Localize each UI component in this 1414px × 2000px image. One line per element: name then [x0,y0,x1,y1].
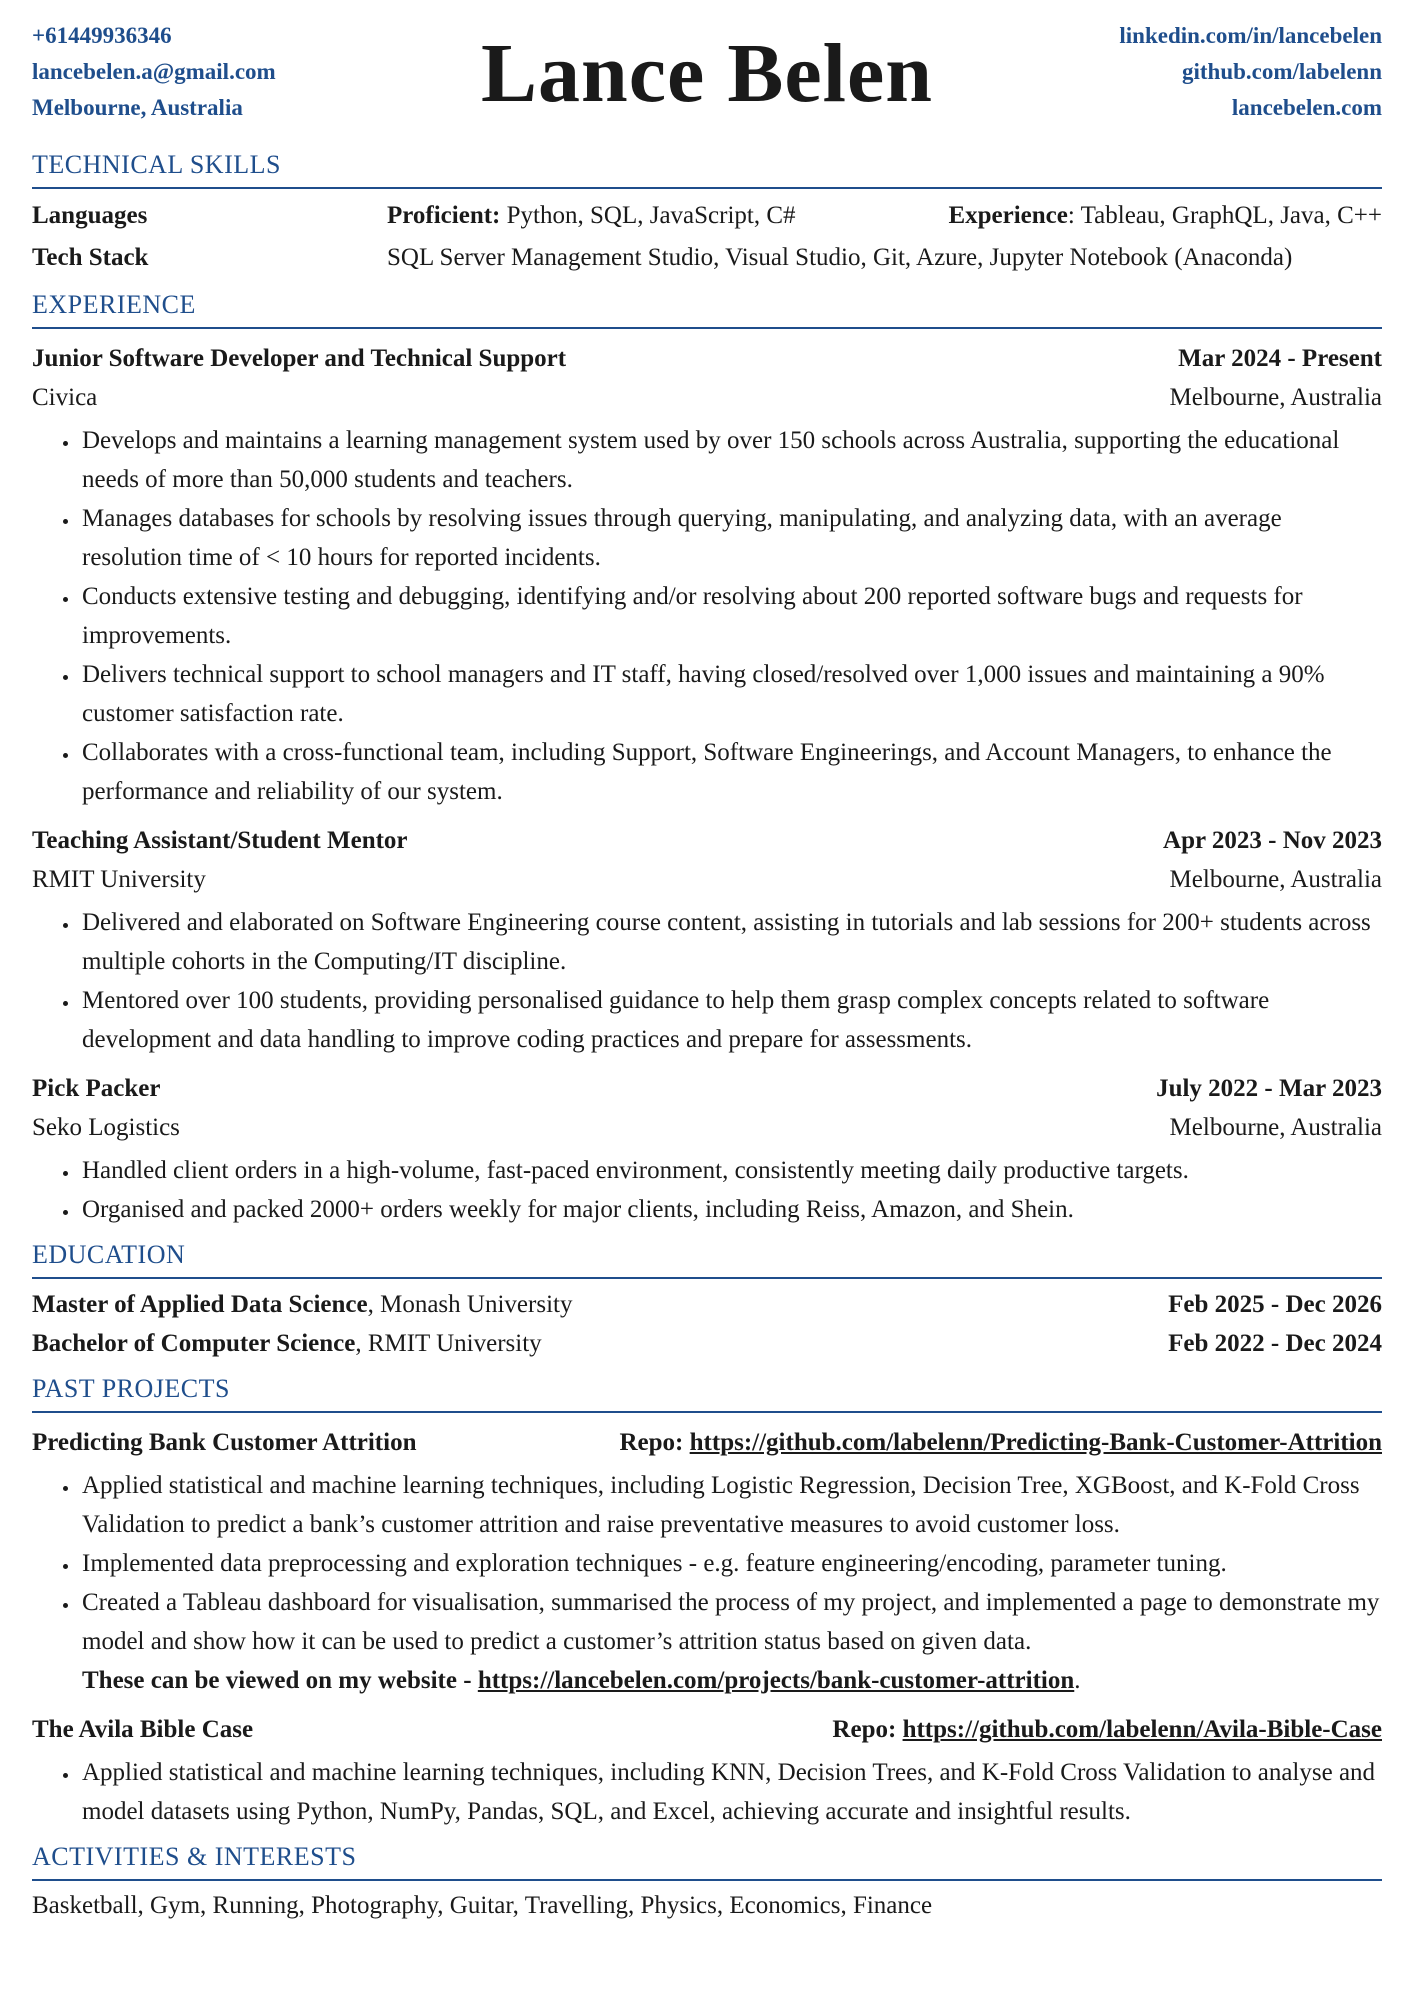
project-entry [32,1710,1382,1831]
job-bullets [32,903,1382,1059]
education-school: , RMIT University [355,1330,542,1357]
repo-link[interactable]: https://github.com/labelenn/Predicting-Bank-Customer-Attrition [689,1429,1382,1456]
education-item [32,1324,1382,1363]
job-bullets [32,1151,1382,1229]
bullet-item: • Applied statistical and machine learning techniques, including Logistic Regression, Decision Tree, XGBoost, and K-Fold Cross Validation to predict a bank’s customer attrition and raise preventative measures to avoid customer loss. [80,1466,1382,1544]
website-note: These can be viewed on my website - [82,1667,478,1694]
job-dates: Mar 2024 - Present [1178,345,1382,372]
job-role: Teaching Assistant/Student Mentor [32,827,408,854]
job-company: RMIT University [32,866,206,893]
skills-row-techstack [32,237,1382,279]
project-repo [832,1710,1382,1749]
interests-text: Basketball, Gym, Running, Photography, Guitar, Travelling, Physics, Economics, Finance [32,1892,933,1919]
proficient-label: Proficient: [387,202,501,229]
experience-group [948,195,1382,237]
education-degree: Master of Applied Data Science [32,1291,368,1318]
section-title-education: EDUCATION [32,1239,1382,1279]
job-subheader [32,1108,1382,1147]
section-title-skills: TECHNICAL SKILLS [32,149,1382,189]
education-degree-group [32,1324,542,1363]
contact-right [1119,18,1382,126]
section-title-projects: PAST PROJECTS [32,1373,1382,1413]
repo-label: Repo: [832,1716,903,1743]
skills-section [32,195,1382,279]
repo-link[interactable]: https://github.com/labelenn/Avila-Bible-Case [902,1716,1382,1743]
project-header [32,1423,1382,1462]
job-company: Seko Logistics [32,1114,180,1141]
resume-header [32,0,1382,135]
education-item [32,1285,1382,1324]
repo-label: Repo: [619,1429,690,1456]
bullet-item: • Conducts extensive testing and debugging, identifying and/or resolving about 200 reported software bugs and requests for improvements. [80,577,1382,655]
education-dates: Feb 2022 - Dec 2024 [1168,1330,1382,1357]
github-link[interactable]: github.com/labelenn [1181,59,1382,84]
job-header [32,1069,1382,1108]
skills-label-techstack: Tech Stack [32,244,149,271]
job-location: Melbourne, Australia [1169,1114,1382,1141]
location-text: Melbourne, Australia [32,95,243,120]
bullet-item: • Delivers technical support to school managers and IT staff, having closed/resolved over 1,000 issues and maintaining a 90% customer satisfaction rate. [80,655,1382,733]
section-title-interests: ACTIVITIES & INTERESTS [32,1841,1382,1881]
job-location: Melbourne, Australia [1169,384,1382,411]
job-location: Melbourne, Australia [1169,866,1382,893]
project-repo [620,1423,1383,1462]
job-header [32,339,1382,378]
bullet-item: • Mentored over 100 students, providing personalised guidance to help them grasp complex concepts related to software development and data handling to improve coding practices and prepare for assessments. [80,981,1382,1059]
job-header [32,821,1382,860]
bullet-item: • Manages databases for schools by resolving issues through querying, manipulating, and analyzing data, with an average resolution time of < 10 hours for reported incidents. [80,499,1382,577]
job-entry [32,1069,1382,1229]
bullet-item: • Delivered and elaborated on Software Engineering course content, assisting in tutorials and lab sessions for 200+ students across multiple cohorts in the Computing/IT discipline. [80,903,1382,981]
job-role: Pick Packer [32,1075,161,1102]
website-end: . [1074,1667,1081,1694]
job-dates: Apr 2023 - Nov 2023 [1163,827,1382,854]
job-bullets [32,421,1382,811]
job-entry [32,821,1382,1059]
job-entry [32,339,1382,811]
project-bullets [32,1753,1382,1831]
experience-label: Experience [948,202,1068,229]
project-header [32,1710,1382,1749]
job-subheader [32,378,1382,417]
section-title-experience: EXPERIENCE [32,289,1382,329]
email-link[interactable]: lancebelen.a@gmail.com [32,59,276,84]
education-school: , Monash University [367,1291,573,1318]
bullet-item [80,1583,1382,1700]
skills-label-languages: Languages [32,202,148,229]
job-subheader [32,860,1382,899]
phone-link[interactable]: +61449936346 [32,23,172,48]
proficient-group [387,195,796,237]
bullet-item: • Develops and maintains a learning management system used by over 150 schools across Australia, supporting the educational needs of more than 50,000 students and teachers. [80,421,1382,499]
project-name: The Avila Bible Case [32,1716,254,1743]
proficient-value: Python, SQL, JavaScript, C# [506,202,796,229]
website-project-link[interactable]: https://lancebelen.com/projects/bank-customer-attrition [477,1667,1075,1694]
bullet-item: • Implemented data preprocessing and exploration techniques - e.g. feature engineering/encoding, parameter tuning. [80,1544,1382,1583]
bullet-item: • Applied statistical and machine learning techniques, including KNN, Decision Trees, and K-Fold Cross Validation to analyse and model datasets using Python, NumPy, Pandas, SQL, and Excel, achieving accurate and insightful results. [80,1753,1382,1831]
project-bullets [32,1466,1382,1700]
education-dates: Feb 2025 - Dec 2026 [1168,1291,1382,1318]
techstack-value: SQL Server Management Studio, Visual Studio, Git, Azure, Jupyter Notebook (Anaconda) [387,244,1293,271]
skills-row-languages [32,195,1382,237]
skills-value-techstack [387,237,1382,279]
experience-value: : Tableau, GraphQL, Java, C++ [1067,202,1382,229]
bullet-item: • Handled client orders in a high-volume, fast-paced environment, consistently meeting daily productive targets. [80,1151,1382,1190]
skills-value-languages [387,195,1382,237]
education-section [32,1285,1382,1363]
education-degree: Bachelor of Computer Science [32,1330,356,1357]
website-link[interactable]: lancebelen.com [1231,95,1382,120]
project-entry [32,1423,1382,1700]
education-degree-group [32,1285,572,1324]
job-company: Civica [32,384,98,411]
linkedin-link[interactable]: linkedin.com/in/lancebelen [1119,23,1382,48]
job-role: Junior Software Developer and Technical Support [32,345,567,372]
candidate-name: Lance Belen [481,27,933,120]
bullet-text: Created a Tableau dashboard for visualisation, summarised the process of my project, and implemented a page to demonstrate my model and show how it can be used to predict a customer’s attrition status based on given data. [82,1589,1380,1655]
project-name: Predicting Bank Customer Attrition [32,1429,417,1456]
job-dates: July 2022 - Mar 2023 [1156,1075,1382,1102]
bullet-item: • Collaborates with a cross-functional team, including Support, Software Engineerings, and Account Managers, to enhance the performance and reliability of our system. [80,733,1382,811]
bullet-item: • Organised and packed 2000+ orders weekly for major clients, including Reiss, Amazon, and Shein. [80,1190,1382,1229]
